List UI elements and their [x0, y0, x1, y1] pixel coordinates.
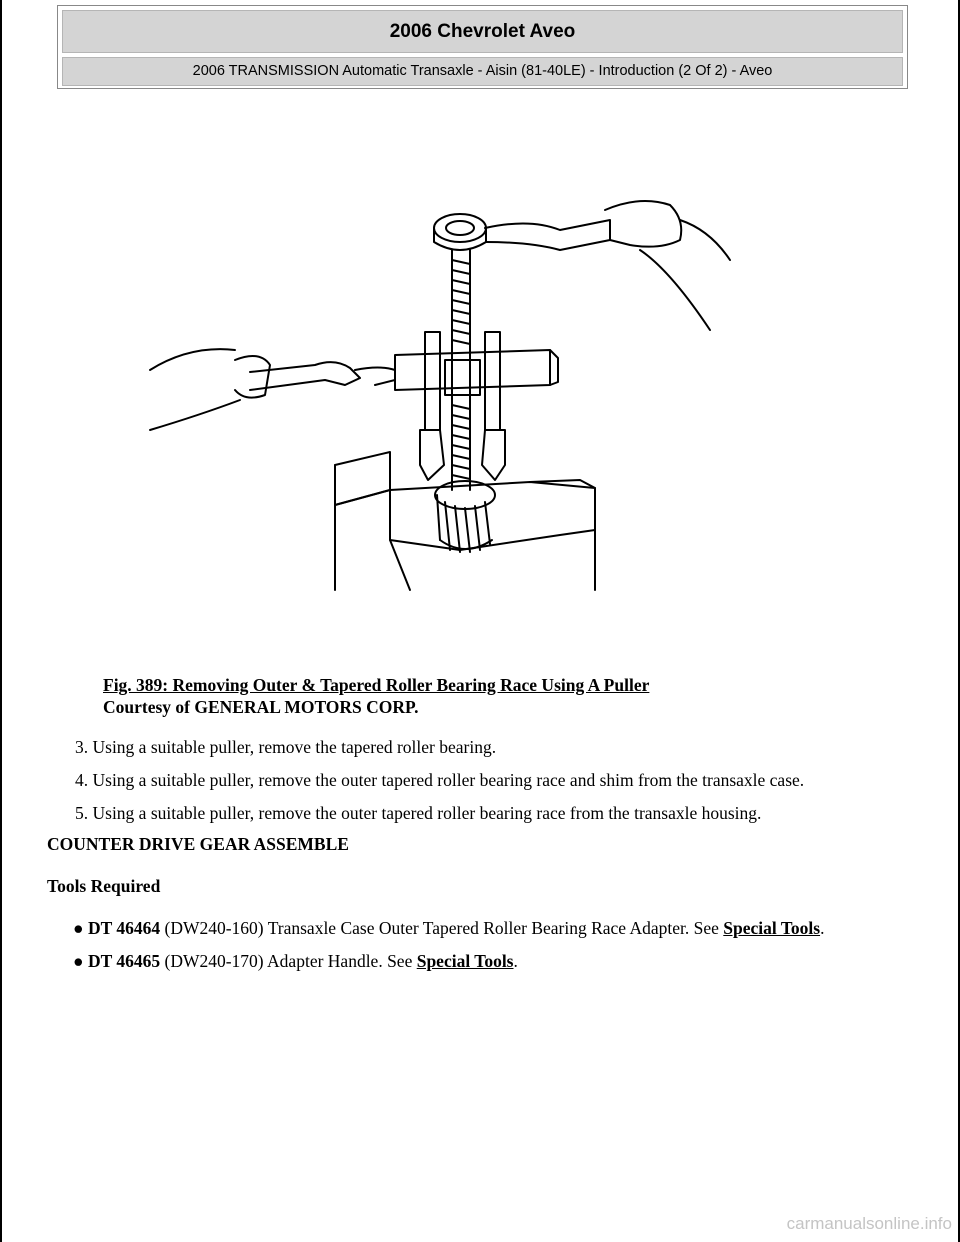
- document-title: 2006 Chevrolet Aveo: [62, 10, 903, 53]
- procedure-step: [75, 802, 804, 824]
- tool-description: (DW240-170) Adapter Handle. See: [164, 951, 413, 971]
- figure-caption-credit: Courtesy of GENERAL MOTORS CORP.: [103, 697, 419, 717]
- document-header: [57, 5, 908, 89]
- section-heading: COUNTER DRIVE GEAR ASSEMBLE: [47, 834, 349, 854]
- step-text: Using a suitable puller, remove the outer tapered roller bearing race and shim from the transaxle case.: [92, 770, 805, 790]
- figure-caption: [103, 674, 649, 718]
- document-subtitle: 2006 TRANSMISSION Automatic Transaxle - Aisin (81-40LE) - Introduction (2 Of 2) - Aveo: [62, 57, 903, 86]
- tool-number: DT 46465: [88, 951, 161, 971]
- step-number: 5.: [75, 803, 89, 823]
- site-watermark: carmanualsonline.info: [786, 1214, 952, 1233]
- tools-heading: Tools Required: [47, 876, 161, 896]
- procedure-step: [75, 736, 804, 758]
- page-left-border: [0, 0, 2, 1242]
- special-tools-link[interactable]: Special Tools: [416, 951, 514, 971]
- step-number: 3.: [75, 737, 89, 757]
- tool-end-punctuation: .: [820, 918, 825, 938]
- tool-number: DT 46464: [88, 918, 161, 938]
- figure-caption-title: Fig. 389: Removing Outer & Tapered Roller Bearing Race Using A Puller: [103, 675, 650, 695]
- procedure-step: [75, 769, 804, 791]
- step-text: Using a suitable puller, remove the tapered roller bearing.: [92, 737, 497, 757]
- tool-item: [73, 917, 824, 939]
- tool-description: (DW240-160) Transaxle Case Outer Tapered Roller Bearing Race Adapter. See: [164, 918, 719, 938]
- tool-end-punctuation: .: [513, 951, 518, 971]
- bullet-icon: ●: [73, 951, 84, 971]
- procedure-steps: [75, 736, 804, 835]
- tools-list: [73, 917, 824, 983]
- tool-item: [73, 950, 824, 972]
- puller-illustration: [140, 190, 740, 600]
- step-text: Using a suitable puller, remove the outer tapered roller bearing race from the transaxle housing.: [92, 803, 762, 823]
- bullet-icon: ●: [73, 918, 84, 938]
- step-number: 4.: [75, 770, 89, 790]
- special-tools-link[interactable]: Special Tools: [723, 918, 821, 938]
